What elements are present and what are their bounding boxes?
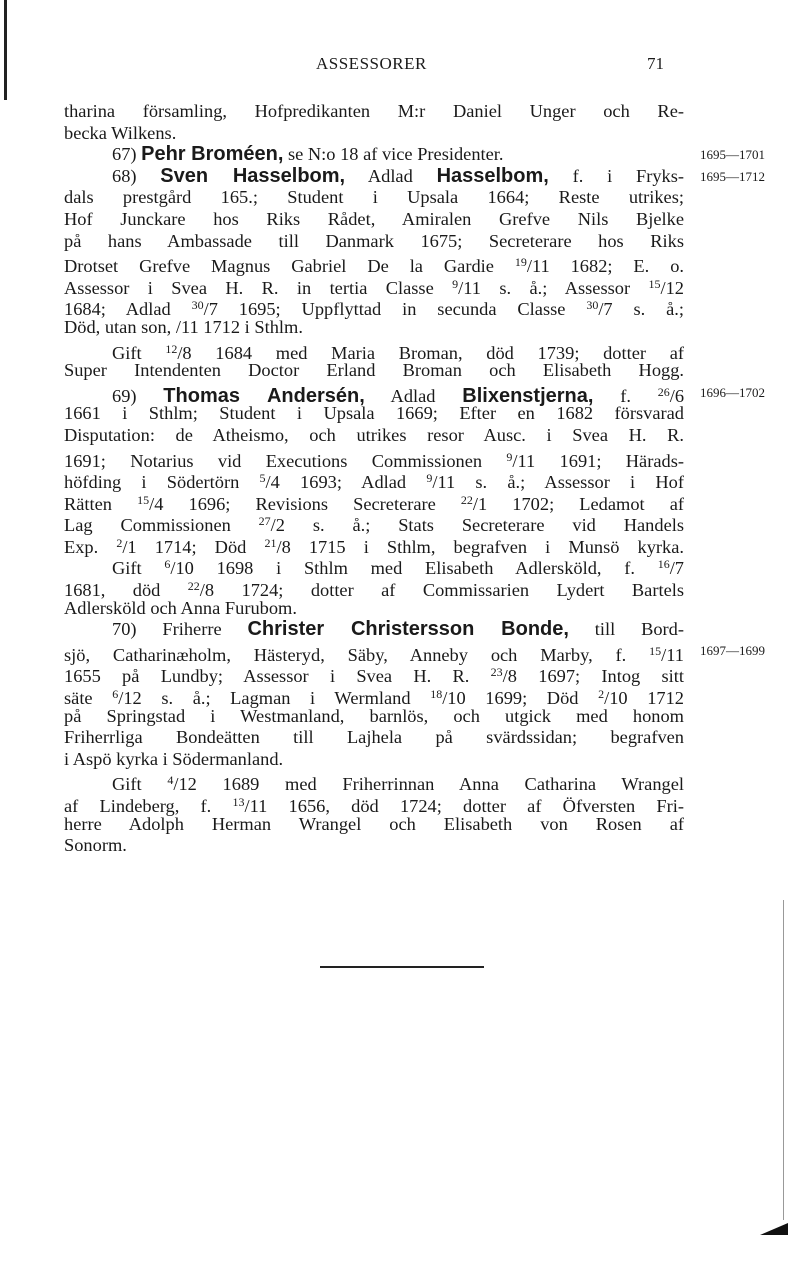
text-line — [64, 295, 685, 320]
text-line — [64, 770, 684, 795]
date-superscript: 4 — [167, 773, 174, 788]
running-head: ASSESSORER — [316, 54, 427, 73]
text-segment: 69) — [112, 385, 164, 406]
text-line — [64, 166, 684, 188]
text-segment: till Bord- — [568, 619, 684, 640]
text-segment: Adlad — [345, 165, 437, 186]
text-segment: Död, utan son, /11 1712 i Sthlm. — [64, 316, 303, 337]
text-line — [64, 706, 684, 728]
text-line — [64, 123, 684, 145]
text-line — [64, 684, 684, 709]
text-segment: Super Intendenten Doctor Erland Broman och Elisabeth Hogg. — [64, 360, 684, 381]
text-segment: /8 1697; Intog sitt — [502, 666, 685, 687]
date-superscript: 6 — [112, 687, 119, 702]
text-line — [64, 447, 684, 469]
text-segment: /7 s. å.; — [598, 299, 685, 320]
margin-date-70: 1697—1699 — [700, 643, 765, 659]
text-line — [64, 231, 684, 253]
date-superscript: 18 — [430, 687, 443, 702]
date-superscript: 22 — [460, 492, 473, 507]
text-line — [64, 533, 684, 555]
text-segment: 67) — [112, 144, 142, 165]
text-line — [64, 317, 684, 339]
text-line — [64, 598, 684, 620]
date-superscript: 9 — [452, 276, 459, 291]
text-line — [64, 187, 684, 209]
text-segment: 1655 på Lundby; Assessor i Svea H. R. — [64, 666, 491, 687]
text-segment: på Springstad i Westmanland, barnlös, och utgick med honom — [64, 705, 684, 726]
text-line — [64, 641, 684, 663]
text-segment: säte — [64, 688, 113, 709]
text-line — [64, 576, 684, 601]
date-superscript: 13 — [232, 795, 245, 809]
text-segment: Assessor i Svea H. R. in tertia Classe — [64, 277, 453, 298]
text-line — [64, 339, 684, 361]
text-segment: Adlad — [364, 385, 463, 406]
person-name: Thomas Andersén, — [163, 384, 365, 407]
text-segment: /11 s. å.; Assessor i Hof — [432, 472, 684, 493]
text-segment: /10 1699; Död — [442, 688, 599, 709]
text-line — [64, 209, 684, 231]
text-line — [64, 360, 684, 382]
text-segment: /7 1695; Uppflyttad in secunda Classe — [203, 299, 587, 320]
date-superscript: 27 — [258, 514, 271, 529]
text-line — [64, 403, 684, 425]
binding-edge-rule — [4, 0, 7, 100]
date-superscript: 19 — [514, 255, 527, 270]
text-segment: 1691; Notarius vid Executions Commissionen — [64, 450, 507, 471]
text-segment: 1661 i Sthlm; Student i Upsala 1669; Efter en 1682 försvarad — [64, 403, 684, 424]
text-segment: /1 1702; Ledamot af — [472, 493, 685, 514]
text-line — [64, 252, 684, 277]
date-superscript: 6 — [164, 557, 171, 572]
text-segment: 70) Friherre — [112, 619, 248, 640]
person-name: Sven Hasselbom, — [160, 164, 346, 187]
text-segment: f. — [593, 385, 658, 406]
date-superscript: 15 — [648, 276, 661, 291]
text-segment: i Aspö kyrka i Södermanland. — [64, 748, 284, 769]
date-superscript: 9 — [426, 471, 433, 486]
text-segment: tharina församling, Hofpredikanten M:r Daniel Unger och Re- — [64, 101, 684, 121]
text-segment: Sonorm. — [64, 835, 127, 856]
text-line — [64, 749, 684, 771]
person-name: Hasselbom, — [436, 164, 549, 187]
date-superscript: 2 — [116, 535, 123, 550]
date-superscript: 30 — [191, 298, 204, 313]
text-line — [64, 835, 684, 857]
text-segment: af Lindeberg, f. — [64, 796, 233, 816]
date-superscript: 15 — [137, 492, 150, 507]
date-superscript: 23 — [490, 665, 503, 680]
date-superscript: 26 — [657, 384, 670, 399]
date-superscript: 30 — [586, 298, 599, 313]
text-segment: sjö, Catharinæholm, Hästeryd, Säby, Anneby och Marby, f. — [64, 644, 650, 665]
text-segment: /12 1689 med Friherrinnan Anna Catharina Wrangel — [173, 774, 684, 795]
text-segment: Lag Commissionen — [64, 515, 259, 536]
date-superscript: 22 — [187, 579, 200, 594]
text-segment: /12 s. å.; Lagman i Wermland — [118, 688, 431, 709]
text-segment: /7 — [669, 558, 684, 579]
text-line — [64, 490, 684, 512]
margin-date-68: 1695—1712 — [700, 168, 765, 184]
text-segment: på hans Ambassade till Danmark 1675; Secreterare hos Riks — [64, 230, 684, 251]
margin-date-69: 1696—1702 — [700, 384, 765, 400]
text-segment: /4 1696; Revisions Secreterare — [149, 493, 461, 514]
text-segment: /1 1714; Död — [122, 536, 265, 557]
text-segment: Drotset Grefve Magnus Gabriel De la Gardie — [64, 256, 515, 277]
text-line — [64, 619, 684, 641]
text-segment: /12 — [660, 277, 684, 298]
text-segment: 1684; Adlad — [64, 299, 192, 320]
person-name: Christer Christersson Bonde, — [247, 618, 569, 641]
text-segment: Rätten — [64, 493, 138, 514]
text-line — [64, 727, 684, 749]
text-line — [64, 425, 684, 447]
text-segment: becka Wilkens. — [64, 122, 177, 143]
text-segment: 1681, död — [64, 580, 188, 601]
text-segment: Disputation: de Atheismo, och utrikes resor Ausc. i Svea H. R. — [64, 424, 684, 445]
scan-corner-mark — [760, 1223, 788, 1235]
text-segment: dals prestgård 165.; Student i Upsala 1664; Reste utrikes; — [64, 187, 684, 208]
text-line — [64, 554, 684, 579]
text-segment: /10 1698 i Sthlm med Elisabeth Adlersköld, f. — [170, 558, 658, 579]
text-segment: /11 1682; E. o. — [526, 256, 684, 277]
text-segment: /11 s. å.; Assessor — [458, 277, 649, 298]
text-line — [64, 144, 684, 166]
text-line — [64, 382, 685, 407]
text-segment: Exp. — [64, 536, 117, 557]
date-superscript: 5 — [259, 471, 266, 486]
text-segment: Adlersköld och Anna Furubom. — [64, 597, 297, 618]
text-segment: /4 1693; Adlad — [265, 472, 427, 493]
date-superscript: 12 — [165, 341, 178, 356]
text-segment: Friherrliga Bondeätten till Lajhela på svärdssidan; begrafven — [64, 727, 684, 748]
date-superscript: 21 — [264, 535, 277, 550]
date-superscript: 15 — [649, 643, 662, 658]
page-number: 71 — [647, 54, 664, 73]
text-segment: f. i Fryks- — [548, 165, 684, 186]
text-line — [64, 274, 684, 296]
text-segment: /2 s. å.; Stats Secreterare vid Handels — [270, 515, 684, 536]
text-segment: /8 1715 i Sthlm, begrafven i Munsö kyrka. — [276, 536, 684, 557]
date-superscript: 9 — [506, 449, 513, 464]
text-line — [64, 814, 684, 836]
date-superscript: 2 — [598, 687, 605, 702]
text-segment: Hof Junckare hos Riks Rådet, Amiralen Grefve Nils Bjelke — [64, 208, 684, 229]
text-segment: Gift — [112, 342, 166, 363]
text-segment: herre Adolph Herman Wrangel och Elisabeth von Rosen af — [64, 813, 684, 834]
text-segment: höfding i Södertörn — [64, 472, 260, 493]
margin-date-67: 1695—1701 — [700, 147, 765, 163]
date-superscript: 16 — [657, 557, 670, 572]
text-segment: 68) — [112, 165, 161, 186]
text-line — [64, 662, 685, 687]
text-segment: /11 1656, död 1724; dotter af Öfversten Fri- — [244, 796, 684, 816]
text-line — [64, 101, 684, 123]
text-segment: /11 1691; Härads- — [512, 450, 684, 471]
text-segment: /10 1712 — [604, 688, 684, 709]
text-segment: Gift — [112, 774, 168, 795]
text-segment: /11 — [661, 644, 684, 665]
text-line — [64, 511, 684, 536]
end-rule — [320, 966, 484, 968]
text-segment: Gift — [112, 558, 165, 579]
text-segment: /8 1724; dotter af Commissarien Lydert Bartels — [199, 580, 684, 601]
scan-edge-rule — [783, 900, 784, 1220]
text-line — [64, 468, 684, 493]
text-segment: /6 — [669, 385, 685, 406]
text-column — [64, 101, 684, 857]
person-name: Blixenstjerna, — [462, 384, 594, 407]
text-line — [64, 792, 684, 814]
person-name: Pehr Broméen, — [141, 143, 284, 166]
page-header — [0, 54, 808, 78]
text-segment: /8 1684 med Maria Broman, död 1739; dotter af — [177, 342, 684, 363]
text-segment: se N:o 18 af vice Presidenter. — [283, 144, 504, 165]
